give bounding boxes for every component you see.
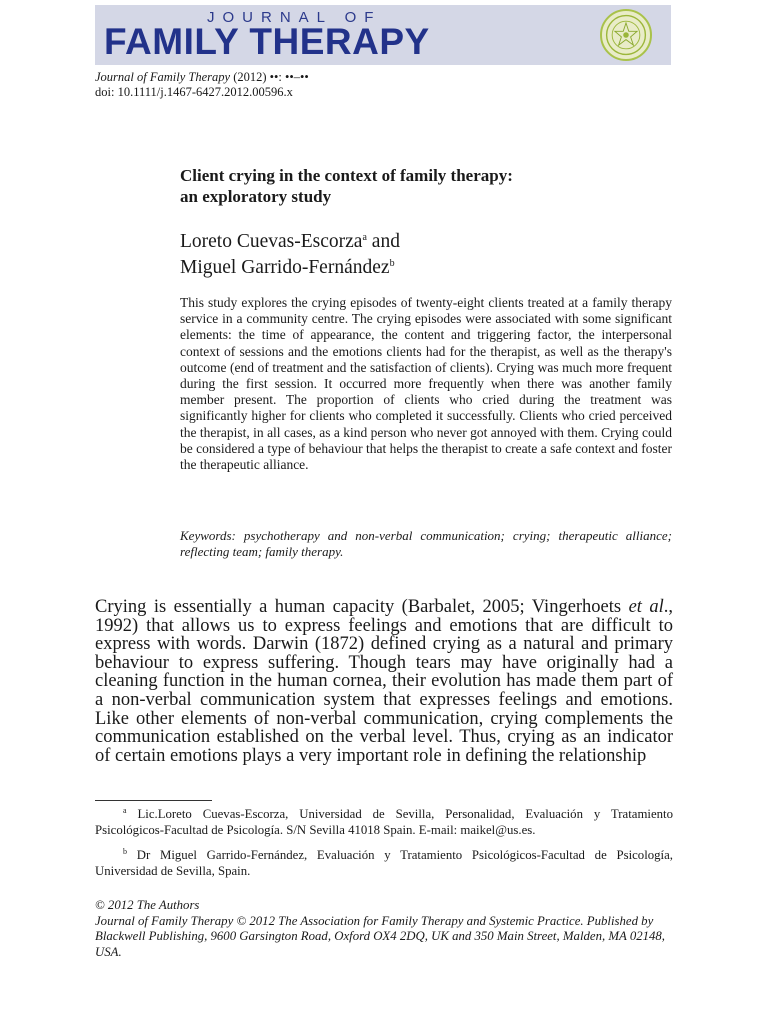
footnotes xyxy=(95,803,673,885)
citation-block xyxy=(95,70,309,100)
journal-banner-title: FAMILY THERAPY xyxy=(104,21,430,62)
copyright-line2: Journal of Family Therapy © 2012 The Association for Family Therapy and Systemic Practice. Published by Blackwell Publishing, 9600 Garsington Road, Oxford OX4 2DQ, UK and 350 Main Street, Malden, MA 02148, USA. xyxy=(95,913,666,959)
body-text-part2: ., 1992) that allows us to express feelings and emotions that are difficult to express with words. Darwin (1872) defined crying as a natural and primary behaviour to express suffering. Though tears may have originally had a cleaning function in the human cornea, their evolution has made them part of a non-verbal communication system that expresses feelings and emotions. Like other elements of non-verbal communication, crying complements the communication established on the verbal level. Thus, crying as an indicator of certain emotions plays a very important role in defining the relationship xyxy=(95,597,673,766)
journal-banner xyxy=(95,5,671,65)
citation-journal: Journal of Family Therapy xyxy=(95,70,231,84)
author-list xyxy=(180,227,400,279)
body-text-part1: Crying is essentially a human capacity (Barbalet, 2005; Vingerhoets xyxy=(95,597,629,617)
article-title-line1: Client crying in the context of family therapy: xyxy=(180,166,513,185)
footnote-b-mark: b xyxy=(123,847,127,856)
footnote-b xyxy=(95,844,673,879)
keywords: Keywords: psychotherapy and non-verbal communication; crying; therapeutic alliance; reflecting team; family therapy. xyxy=(180,528,672,559)
footnote-a xyxy=(95,803,673,838)
footnote-b-text: Dr Miguel Garrido-Fernández, Evaluación y Tratamiento Psicológicos-Facultad de Psicología, Universidad de Sevilla, Spain. xyxy=(95,848,673,878)
footnote-a-mark: a xyxy=(123,806,127,815)
journal-banner-pre: JOURNAL OF xyxy=(207,9,382,26)
doi[interactable]: doi: 10.1111/j.1467-6427.2012.00596.x xyxy=(95,85,293,99)
author-1: Loreto Cuevas-Escorza xyxy=(180,231,363,252)
body-paragraph xyxy=(95,598,673,765)
body-text-etal: et al xyxy=(628,597,664,617)
abstract: This study explores the crying episodes of twenty-eight clients treated at a family therapy service in a community centre. The crying episodes were associated with some significant elements: the time of appearance, the content and triggering factor, the interpersonal context of sessions and the emotions clients had for the therapist, as well as the therapy's outcome (end of treatment and the satisfaction of clients). Crying was much more frequent during the first session. It occurred more frequently when there was another family member present. The proportion of clients who cried during the treatment was significantly higher for clients who completed it successfully. Clients who cried perceived the therapist, in all cases, as a kind person who never got annoyed with them. Crying could be considered a type of behaviour that helps the therapist to create a safe context and foster the therapeutic alliance. xyxy=(180,295,672,473)
copyright-line1: © 2012 The Authors xyxy=(95,898,200,912)
citation-volume: (2012) ••: ••–•• xyxy=(230,70,309,84)
author-2-mark: b xyxy=(389,258,395,269)
article-title-line2: an exploratory study xyxy=(180,187,332,206)
author-2: Miguel Garrido-Fernández xyxy=(180,257,390,278)
author-1-mark: a xyxy=(362,232,367,243)
journal-seal-icon xyxy=(600,9,652,61)
author-and: and xyxy=(366,231,400,252)
copyright-block xyxy=(95,898,673,960)
footnote-a-text: Lic.Loreto Cuevas-Escorza, Universidad de Sevilla, Personalidad, Evaluación y Tratamiento Psicológicos-Facultad de Psicología. S/N Sevilla 41018 Spain. E-mail: maikel@us.es. xyxy=(95,807,673,837)
article-title xyxy=(180,165,680,207)
footnote-divider xyxy=(95,800,212,801)
